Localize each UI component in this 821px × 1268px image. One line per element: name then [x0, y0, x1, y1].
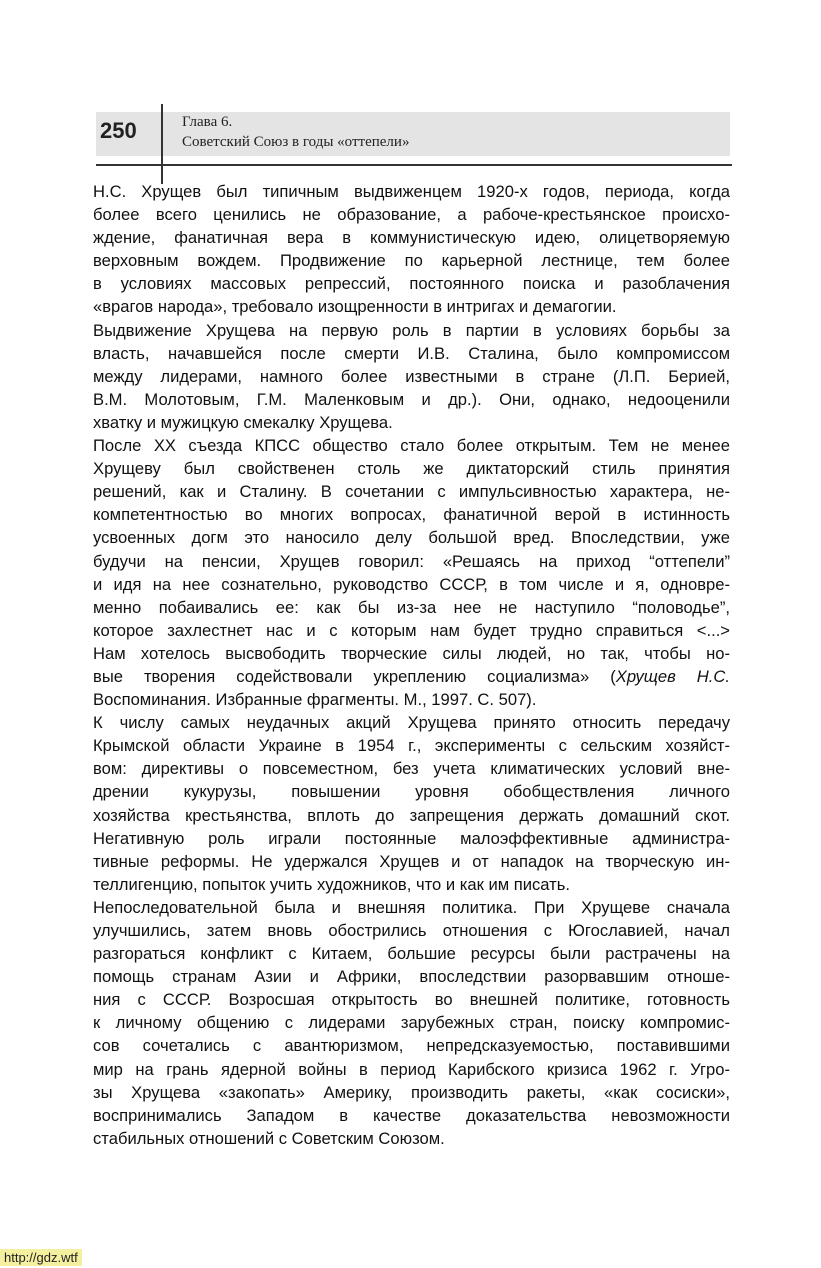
- body-text: [93, 180, 730, 1150]
- text-line: решений, как и Сталину. В сочетании с импульсивностью характера, не-: [93, 482, 730, 502]
- text-line: тивные реформы. Не удержался Хрущев и от нападок на творческую ин-: [93, 851, 730, 871]
- text-line: власть, начавшейся после смерти И.В. Сталина, было компромиссом: [93, 343, 730, 363]
- text-line: В.М. Молотовым, Г.М. Маленковым и др.). Они, однако, недооценили: [93, 389, 730, 409]
- text-line: будучи на пенсии, Хрущев говорил: «Решаясь на приход “оттепели”: [93, 551, 730, 571]
- text-line: усвоенных догм это наносило делу большой вред. Впоследствии, уже: [93, 528, 730, 548]
- text-line: зы Хрущева «закопать» Америку, производить ракеты, «как сосиски»,: [93, 1082, 730, 1102]
- text-line: Выдвижение Хрущева на первую роль в партии в условиях борьбы за: [93, 320, 730, 340]
- paragraph: [93, 180, 730, 319]
- text-line: компетентностью во многих вопросах, фанатичной верой в истинность: [93, 505, 730, 525]
- site-link[interactable]: http://gdz.wtf: [0, 1249, 82, 1266]
- text-line: Воспоминания. Избранные фрагменты. М., 1997. С. 507).: [93, 690, 537, 710]
- text-line: дрении кукурузы, повышении уровня обобществления личного: [93, 782, 730, 802]
- text-line: К числу самых неудачных акций Хрущева принято относить передачу: [93, 713, 730, 733]
- citation-author: Хрущев Н.С.: [615, 666, 730, 686]
- paragraph: [93, 711, 730, 896]
- text-line: верховным вождем. Продвижение по карьерной лестнице, тем более: [93, 251, 730, 271]
- text-line: разгораться конфликт с Китаем, большие ресурсы были растрачены на: [93, 944, 730, 964]
- text-line: воспринимались Западом в качестве доказательства невозможности: [93, 1105, 730, 1125]
- text-line: которое захлестнет нас и с которым нам будет трудно справиться <...>: [93, 620, 730, 640]
- text-line: «врагов народа», требовало изощренности в интригах и демагогии.: [93, 297, 617, 317]
- text-line: между лидерами, намного более известными в стране (Л.П. Берией,: [93, 366, 730, 386]
- text-line: помощь странам Азии и Африки, впоследствии разорвавшим отноше-: [93, 967, 730, 987]
- text-line: вом: директивы о повсеместном, без учета климатических условий вне-: [93, 759, 730, 779]
- text-line: [93, 665, 730, 688]
- text-line: ждение, фанатичная вера в коммунистическую идею, олицетворяемую: [93, 228, 730, 248]
- text-line: Нам хотелось высвободить творческие силы людей, но так, чтобы но-: [93, 643, 730, 663]
- text-line: более всего ценились не образование, а рабоче-крестьянское происхо-: [93, 205, 730, 225]
- text-line: менно побаивались ее: как бы из-за нее не наступило “половодье”,: [93, 597, 730, 617]
- text-line: в условиях массовых репрессий, постоянного поиска и разоблачения: [93, 274, 730, 294]
- text-line: Негативную роль играли постоянные малоэффективные администра-: [93, 828, 730, 848]
- text-line: и идя на нее сознательно, руководство СССР, в том числе и я, одновре-: [93, 574, 730, 594]
- chapter-label: Глава 6.: [182, 114, 233, 130]
- paragraph: [93, 896, 730, 1150]
- text-line: улучшились, затем вновь обострились отношения с Югославией, начал: [93, 921, 730, 940]
- paragraph: [93, 319, 730, 434]
- text-line: ния с СССР. Возросшая открытость во внешней политике, готовность: [93, 990, 730, 1010]
- paragraph: [93, 434, 730, 711]
- text-line: хозяйства крестьянства, вплоть до запрещения держать домашний скот.: [93, 805, 730, 825]
- chapter-title: Советский Союз в годы «оттепели»: [182, 134, 410, 150]
- text-segment: вые творения содействовали укреплению социализма» (: [93, 666, 616, 686]
- text-line: стабильных отношений с Советским Союзом.: [93, 1128, 445, 1148]
- text-line: После XX съезда КПСС общество стало более открытым. Тем не менее: [93, 436, 730, 456]
- text-line: Н.С. Хрущев был типичным выдвиженцем 1920-х годов, периода, когда: [93, 182, 730, 201]
- header-vertical-rule: [161, 104, 163, 184]
- page-number: 250: [100, 118, 137, 143]
- text-line: Непоследовательной была и внешняя политика. При Хрущеве сначала: [93, 897, 730, 917]
- text-line: хватку и мужицкую смекалку Хрущева.: [93, 412, 393, 432]
- header-horizontal-rule: [96, 164, 732, 166]
- text-line: Хрущеву был свойственен столь же диктаторский стиль принятия: [93, 459, 730, 479]
- text-line: Крымской области Украине в 1954 г., эксперименты с сельским хозяйст-: [93, 736, 730, 756]
- text-line: к личному общению с лидерами зарубежных стран, поиску компромис-: [93, 1013, 730, 1033]
- text-line: мир на грань ядерной войны в период Карибского кризиса 1962 г. Угро-: [93, 1059, 730, 1079]
- text-line: теллигенцию, попыток учить художников, что и как им писать.: [93, 874, 571, 894]
- text-line: сов сочетались с авантюризмом, непредсказуемостью, поставившими: [93, 1036, 730, 1056]
